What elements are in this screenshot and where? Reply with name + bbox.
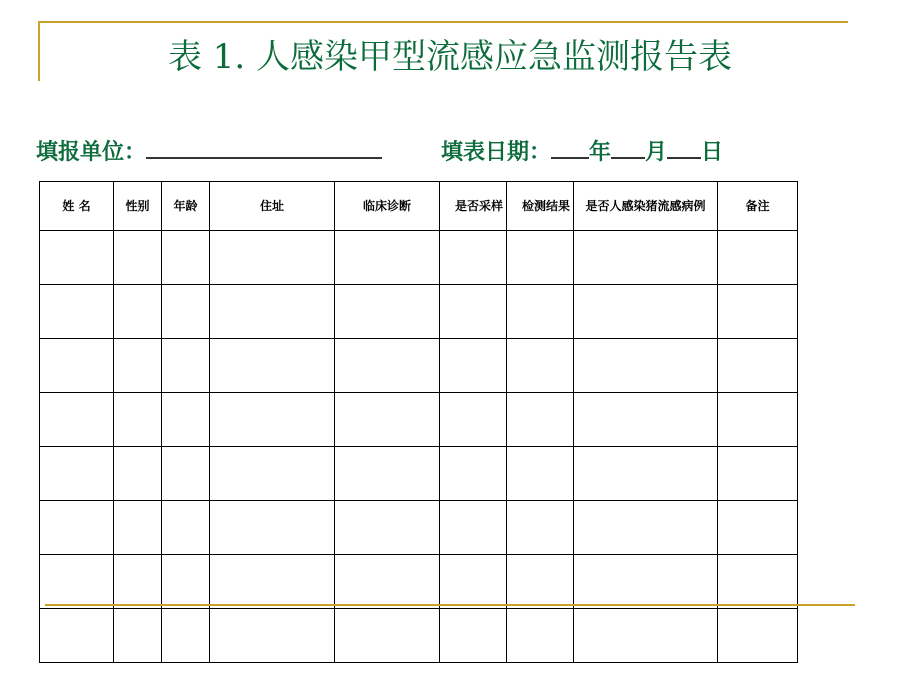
table-cell[interactable] (210, 609, 335, 663)
table-row (40, 447, 798, 501)
table-cell[interactable] (40, 609, 114, 663)
table-cell[interactable] (718, 555, 798, 609)
table-cell[interactable] (162, 555, 210, 609)
table-cell[interactable] (440, 285, 507, 339)
table-cell[interactable] (507, 393, 574, 447)
table-cell[interactable] (114, 609, 162, 663)
table-cell[interactable] (210, 555, 335, 609)
table-cell[interactable] (507, 285, 574, 339)
table-cell[interactable] (574, 501, 718, 555)
table-cell[interactable] (40, 501, 114, 555)
table-cell[interactable] (574, 609, 718, 663)
table-cell[interactable] (440, 501, 507, 555)
table-cell[interactable] (718, 339, 798, 393)
table-row (40, 501, 798, 555)
table-cell[interactable] (718, 501, 798, 555)
table-cell[interactable] (162, 447, 210, 501)
year-blank[interactable] (551, 135, 589, 159)
header-age: 年龄 (162, 182, 210, 231)
header-swine-flu-case: 是否人感染猪流感病例 (574, 182, 718, 231)
table-cell[interactable] (335, 393, 440, 447)
table-cell[interactable] (162, 501, 210, 555)
table-cell[interactable] (210, 501, 335, 555)
table-cell[interactable] (507, 231, 574, 285)
report-date-label: 填表日期： (441, 139, 552, 165)
table-cell[interactable] (335, 231, 440, 285)
table-cell[interactable] (335, 447, 440, 501)
table-cell[interactable] (718, 393, 798, 447)
table-cell[interactable] (114, 231, 162, 285)
table-cell[interactable] (574, 393, 718, 447)
table-row (40, 339, 798, 393)
table-cell[interactable] (440, 447, 507, 501)
decor-bottom-line (45, 604, 855, 606)
table-cell[interactable] (40, 339, 114, 393)
table-cell[interactable] (440, 609, 507, 663)
table-cell[interactable] (574, 339, 718, 393)
table-cell[interactable] (574, 285, 718, 339)
table-row (40, 609, 798, 663)
table-cell[interactable] (440, 555, 507, 609)
report-table (39, 181, 798, 663)
table-cell[interactable] (718, 447, 798, 501)
report-date-row (441, 134, 723, 170)
reporting-unit-row (36, 134, 382, 170)
month-blank[interactable] (611, 135, 645, 159)
table-cell[interactable] (162, 609, 210, 663)
table-body (40, 231, 798, 663)
table-cell[interactable] (507, 501, 574, 555)
table-cell[interactable] (335, 285, 440, 339)
table-cell[interactable] (40, 447, 114, 501)
table-cell[interactable] (210, 231, 335, 285)
table-cell[interactable] (718, 285, 798, 339)
table-cell[interactable] (574, 447, 718, 501)
table-cell[interactable] (507, 609, 574, 663)
table-row (40, 285, 798, 339)
table-cell[interactable] (440, 393, 507, 447)
month-label: 月 (645, 139, 668, 165)
table-cell[interactable] (40, 285, 114, 339)
table-cell[interactable] (40, 231, 114, 285)
table-header-row (40, 182, 798, 231)
table-cell[interactable] (574, 231, 718, 285)
table-row (40, 393, 798, 447)
header-sampled: 是否采样 (440, 182, 507, 231)
table-cell[interactable] (335, 609, 440, 663)
table-cell[interactable] (507, 555, 574, 609)
table-cell[interactable] (335, 501, 440, 555)
table-cell[interactable] (718, 609, 798, 663)
table-cell[interactable] (718, 231, 798, 285)
table-cell[interactable] (114, 447, 162, 501)
header-remarks: 备注 (718, 182, 798, 231)
header-clinical-diagnosis: 临床诊断 (335, 182, 440, 231)
table-cell[interactable] (210, 447, 335, 501)
header-address: 住址 (210, 182, 335, 231)
table-cell[interactable] (440, 231, 507, 285)
table-cell[interactable] (114, 285, 162, 339)
table-cell[interactable] (114, 501, 162, 555)
day-label: 日 (701, 139, 724, 165)
header-name: 姓 名 (40, 182, 114, 231)
table-cell[interactable] (162, 231, 210, 285)
year-label: 年 (589, 139, 612, 165)
header-test-result: 检测结果 (507, 182, 574, 231)
table-row (40, 231, 798, 285)
reporting-unit-blank[interactable] (146, 135, 382, 159)
day-blank[interactable] (667, 135, 701, 159)
reporting-unit-label: 填报单位： (36, 139, 147, 165)
page-title: 表 1. 人感染甲型流感应急监测报告表 (167, 37, 733, 77)
table-cell[interactable] (162, 339, 210, 393)
table-cell[interactable] (114, 555, 162, 609)
table-cell[interactable] (440, 339, 507, 393)
table-cell[interactable] (210, 393, 335, 447)
table-cell[interactable] (210, 339, 335, 393)
table-cell[interactable] (162, 285, 210, 339)
table-cell[interactable] (507, 447, 574, 501)
table-cell[interactable] (162, 393, 210, 447)
table-cell[interactable] (335, 339, 440, 393)
table-cell[interactable] (574, 555, 718, 609)
table-cell[interactable] (114, 339, 162, 393)
table-cell[interactable] (210, 285, 335, 339)
table-cell[interactable] (40, 393, 114, 447)
table-row (40, 555, 798, 609)
table-cell[interactable] (114, 393, 162, 447)
table-cell[interactable] (40, 555, 114, 609)
table-cell[interactable] (507, 339, 574, 393)
table-cell[interactable] (335, 555, 440, 609)
header-sex: 性别 (114, 182, 162, 231)
decor-top-line (38, 21, 848, 23)
